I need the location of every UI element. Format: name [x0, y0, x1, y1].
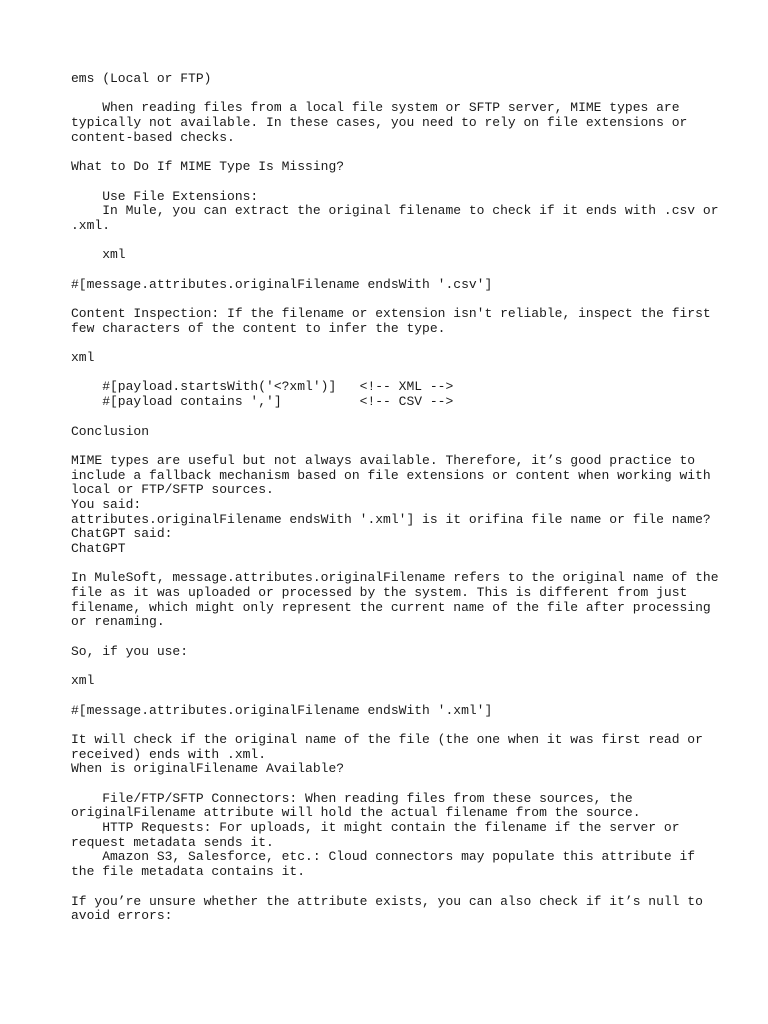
text-line: file as it was uploaded or processed by the system. This is different from just — [71, 585, 688, 601]
text-line: .xml. — [71, 217, 111, 233]
text-line: or renaming. — [71, 614, 165, 630]
text-line: ems (Local or FTP) — [71, 71, 212, 86]
text-line — [71, 660, 721, 675]
text-line: typically not available. In these cases, you need to rely on file extensions or — [71, 115, 688, 131]
text-line: attributes.originalFilename endsWith '.xml'] is it orifina file name or file name? — [71, 511, 711, 527]
text-line: include a fallback mechanism based on file extensions or content when working with — [71, 467, 711, 483]
text-line: local or FTP/SFTP sources. — [71, 482, 274, 498]
text-line: Content Inspection: If the filename or extension isn't reliable, inspect the first — [71, 306, 711, 321]
text-line — [71, 175, 721, 190]
text-line: Amazon S3, Salesforce, etc.: Cloud connectors may populate this attribute if — [71, 849, 696, 865]
text-line — [71, 292, 721, 307]
text-line — [71, 630, 721, 645]
text-line: Use File Extensions: — [71, 188, 259, 204]
text-line: It will check if the original name of the file (the one when it was first read or — [71, 731, 703, 747]
text-line: few characters of the content to infer the type. — [71, 320, 446, 336]
text-line — [71, 439, 721, 454]
document-body — [71, 72, 721, 924]
text-line: If you’re unsure whether the attribute exists, you can also check if it’s null to — [71, 893, 703, 909]
text-line: avoid errors: — [71, 908, 173, 924]
text-line — [71, 880, 721, 895]
text-line: request metadata sends it. — [71, 834, 274, 850]
text-line — [71, 87, 721, 102]
text-line — [71, 557, 721, 572]
text-line: xml — [71, 247, 126, 263]
text-line: received) ends with .xml. — [71, 746, 267, 762]
text-line — [71, 263, 721, 278]
text-line: content-based checks. — [71, 129, 235, 145]
text-line: Conclusion — [71, 423, 150, 439]
text-line: #[payload contains ','] <!-- CSV --> — [71, 394, 454, 410]
text-line: In Mule, you can extract the original filename to check if it ends with .csv or — [71, 203, 719, 219]
text-line — [71, 366, 721, 381]
text-line: xml — [71, 673, 95, 689]
text-line — [71, 336, 721, 351]
text-line — [71, 410, 721, 425]
text-line: ChatGPT said: — [71, 526, 173, 542]
text-line — [71, 234, 721, 249]
text-line: #[message.attributes.originalFilename endsWith '.xml'] — [71, 702, 493, 718]
text-line: What to Do If MIME Type Is Missing? — [71, 159, 345, 175]
text-line: the file metadata contains it. — [71, 864, 306, 880]
text-line: You said: — [71, 496, 142, 512]
text-line: In MuleSoft, message.attributes.originalFilename refers to the original name of the — [71, 570, 719, 586]
text-line: xml — [71, 350, 95, 366]
text-line — [71, 689, 721, 704]
text-line: So, if you use: — [71, 643, 189, 659]
text-line: #[message.attributes.originalFilename endsWith '.csv'] — [71, 276, 493, 292]
text-line: File/FTP/SFTP Connectors: When reading files from these sources, the — [71, 790, 633, 806]
text-line: originalFilename attribute will hold the actual filename from the source. — [71, 805, 641, 821]
text-line — [71, 777, 721, 792]
text-line: When reading files from a local file system or SFTP server, MIME types are — [71, 100, 680, 116]
text-line: When is originalFilename Available? — [71, 761, 345, 777]
text-line: ChatGPT — [71, 541, 126, 556]
text-line: filename, which might only represent the current name of the file after processing — [71, 599, 711, 615]
text-line — [71, 718, 721, 733]
text-line: #[payload.startsWith('<?xml')] <!-- XML --> — [71, 379, 454, 395]
text-line: HTTP Requests: For uploads, it might contain the filename if the server or — [71, 820, 680, 836]
text-line — [71, 145, 721, 160]
text-line: MIME types are useful but not always available. Therefore, it’s good practice to — [71, 452, 696, 468]
